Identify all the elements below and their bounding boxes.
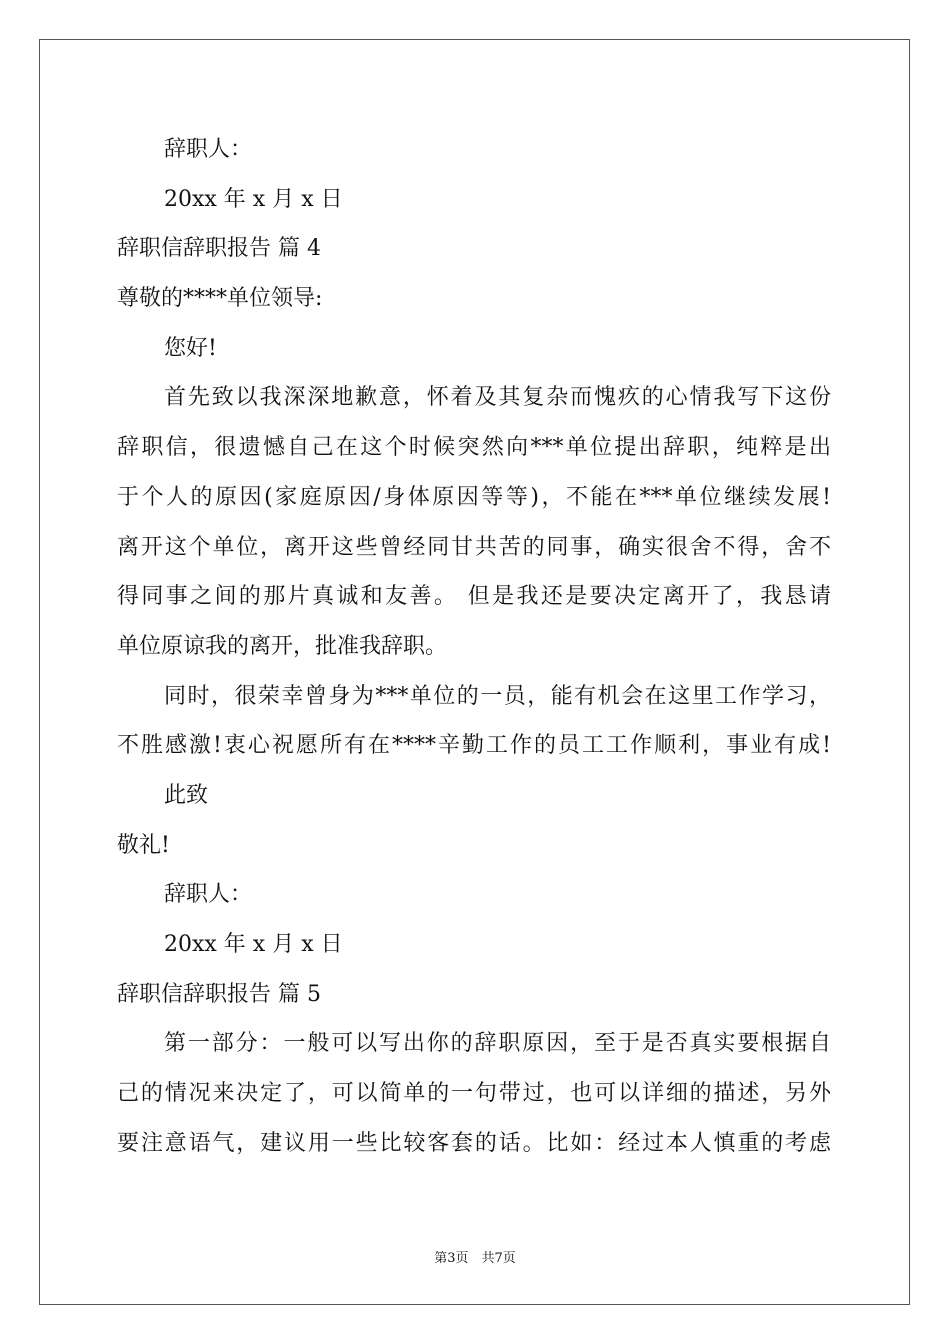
- text-line: 不胜感激!衷心祝愿所有在****辛勤工作的员工工作顺利，事业有成!: [117, 733, 831, 759]
- text-line: 于个人的原因(家庭原因/身体原因等等)，不能在***单位继续发展!: [117, 484, 831, 510]
- document-body: [117, 125, 831, 1168]
- text-line: 得同事之间的那片真诚和友善。 但是我还是要决定离开了，我恳请: [117, 584, 831, 610]
- text-line: 尊敬的****单位领导:: [117, 286, 323, 312]
- text-line: 辞职信，很遗憾自己在这个时候突然向***单位提出辞职，纯粹是出: [117, 435, 831, 461]
- text-line: 20xx 年 x 月 x 日: [164, 186, 343, 212]
- text-line: 辞职信辞职报告 篇 5: [117, 981, 321, 1007]
- text-line: 要注意语气，建议用一些比较客套的话。比如：经过本人慎重的考虑: [117, 1130, 831, 1156]
- text-line: 敬礼!: [117, 832, 170, 858]
- text-line: 离开这个单位，离开这些曾经同甘共苦的同事，确实很舍不得，舍不: [117, 534, 831, 560]
- text-line: 20xx 年 x 月 x 日: [164, 932, 343, 957]
- text-line: 此致: [164, 782, 209, 808]
- text-line: 第一部分：一般可以写出你的辞职原因，至于是否真实要根据自: [164, 1031, 831, 1057]
- text-line: 您好!: [164, 335, 217, 361]
- text-line: 辞职人：: [164, 882, 253, 908]
- text-line: 首先致以我深深地歉意，怀着及其复杂而愧疚的心情我写下这份: [164, 385, 831, 411]
- text-line: 辞职人：: [164, 137, 253, 162]
- text-line: 单位原谅我的离开，批准我辞职。: [117, 633, 448, 659]
- text-line: 己的情况来决定了，可以简单的一句带过，也可以详细的描述，另外: [117, 1081, 831, 1107]
- page-footer: 第3页 共7页: [434, 1251, 516, 1266]
- text-line: 同时，很荣幸曾身为***单位的一员，能有机会在这里工作学习，: [164, 683, 831, 709]
- text-line: 辞职信辞职报告 篇 4: [117, 236, 321, 262]
